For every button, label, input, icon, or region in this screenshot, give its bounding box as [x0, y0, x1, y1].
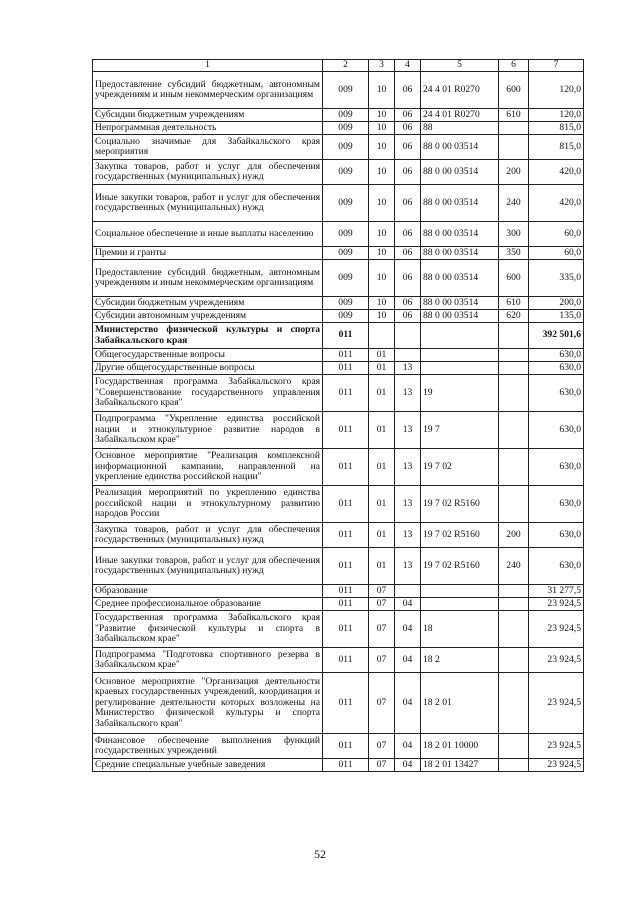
- item-name-cell: Закупка товаров, работ и услуг для обеспечения государственных (муниципальных) нужд: [93, 160, 323, 185]
- item-name-cell: Непрограммная деятельность: [93, 122, 323, 135]
- table-row: [93, 486, 584, 523]
- section-code-cell: 07: [369, 598, 395, 611]
- item-name-cell: Субсидии бюджетным учреждениям: [93, 297, 323, 310]
- item-name-cell: Государственная программа Забайкальского края "Развитие физической культуры и спорта в Забайкальском крае": [93, 611, 323, 648]
- amount-cell: 630,0: [529, 486, 584, 523]
- subsection-code-cell: 06: [395, 260, 421, 297]
- subsection-code-cell: 13: [395, 523, 421, 548]
- item-name-cell: Министерство физической культуры и спорта Забайкальского края: [93, 323, 323, 349]
- item-name-cell: Образование: [93, 585, 323, 598]
- section-code-cell: [369, 323, 395, 349]
- ministry-code-cell: 011: [323, 523, 369, 548]
- table-row: [93, 523, 584, 548]
- amount-cell: 630,0: [529, 548, 584, 585]
- ministry-code-cell: 009: [323, 135, 369, 160]
- item-name-cell: Премии и гранты: [93, 247, 323, 260]
- amount-cell: 200,0: [529, 297, 584, 310]
- subsection-code-cell: 06: [395, 297, 421, 310]
- amount-cell: 135,0: [529, 310, 584, 323]
- expense-type-cell: [499, 611, 529, 648]
- expense-type-cell: 240: [499, 185, 529, 222]
- subsection-code-cell: 13: [395, 486, 421, 523]
- amount-cell: 630,0: [529, 375, 584, 412]
- amount-cell: 815,0: [529, 122, 584, 135]
- subsection-code-cell: 04: [395, 673, 421, 734]
- section-code-cell: 10: [369, 135, 395, 160]
- target-article-cell: 18 2 01 13427: [421, 759, 499, 772]
- target-article-cell: 88 0 00 03514: [421, 135, 499, 160]
- budget-table: [92, 59, 584, 772]
- item-name-cell: Другие общегосударственные вопросы: [93, 362, 323, 375]
- table-row: [93, 412, 584, 449]
- ministry-code-cell: 009: [323, 222, 369, 247]
- ministry-code-cell: 011: [323, 734, 369, 759]
- column-header: 1: [93, 60, 323, 72]
- table-row: [93, 323, 584, 349]
- section-code-cell: 07: [369, 759, 395, 772]
- amount-cell: 31 277,5: [529, 585, 584, 598]
- ministry-code-cell: 009: [323, 109, 369, 122]
- item-name-cell: Предоставление субсидий бюджетным, автономным учреждениям и иным некоммерческим организациям: [93, 260, 323, 297]
- item-name-cell: Реализация мероприятий по укреплению единства российской нации и этнокультурному развитию народов России: [93, 486, 323, 523]
- table-row: [93, 598, 584, 611]
- ministry-code-cell: 009: [323, 247, 369, 260]
- amount-cell: 120,0: [529, 109, 584, 122]
- table-body: [93, 72, 584, 772]
- table-row: [93, 135, 584, 160]
- expense-type-cell: 610: [499, 297, 529, 310]
- section-code-cell: 10: [369, 222, 395, 247]
- table-row: [93, 160, 584, 185]
- expense-type-cell: 600: [499, 72, 529, 109]
- section-code-cell: 10: [369, 260, 395, 297]
- ministry-code-cell: 011: [323, 759, 369, 772]
- amount-cell: 23 924,5: [529, 611, 584, 648]
- expense-type-cell: 200: [499, 523, 529, 548]
- section-code-cell: 07: [369, 673, 395, 734]
- item-name-cell: Основное мероприятие "Реализация комплексной информационной кампании, направленной на укрепление единства российской нации": [93, 449, 323, 486]
- column-header: 2: [323, 60, 369, 72]
- section-code-cell: 01: [369, 548, 395, 585]
- section-code-cell: 10: [369, 297, 395, 310]
- section-code-cell: 07: [369, 734, 395, 759]
- subsection-code-cell: 06: [395, 72, 421, 109]
- table-row: [93, 449, 584, 486]
- amount-cell: 23 924,5: [529, 734, 584, 759]
- target-article-cell: 88 0 00 03514: [421, 247, 499, 260]
- expense-type-cell: [499, 122, 529, 135]
- amount-cell: 630,0: [529, 349, 584, 362]
- table-row: [93, 72, 584, 109]
- section-code-cell: 01: [369, 486, 395, 523]
- section-code-cell: 10: [369, 185, 395, 222]
- target-article-cell: 18 2 01: [421, 673, 499, 734]
- target-article-cell: [421, 349, 499, 362]
- expense-type-cell: 620: [499, 310, 529, 323]
- item-name-cell: Закупка товаров, работ и услуг для обеспечения государственных (муниципальных) нужд: [93, 523, 323, 548]
- amount-cell: 23 924,5: [529, 759, 584, 772]
- table-row: [93, 297, 584, 310]
- section-code-cell: 10: [369, 310, 395, 323]
- item-name-cell: Среднее профессиональное образование: [93, 598, 323, 611]
- expense-type-cell: [499, 135, 529, 160]
- target-article-cell: 24 4 01 R0270: [421, 109, 499, 122]
- subsection-code-cell: 04: [395, 648, 421, 673]
- subsection-code-cell: 06: [395, 185, 421, 222]
- section-code-cell: 01: [369, 375, 395, 412]
- subsection-code-cell: 06: [395, 122, 421, 135]
- target-article-cell: [421, 585, 499, 598]
- table-row: [93, 349, 584, 362]
- target-article-cell: 88 0 00 03514: [421, 160, 499, 185]
- item-name-cell: Подпрограмма "Укрепление единства российской нации и этнокультурное развитие народов в Забайкальском крае": [93, 412, 323, 449]
- ministry-code-cell: 011: [323, 349, 369, 362]
- amount-cell: 60,0: [529, 222, 584, 247]
- target-article-cell: 88: [421, 122, 499, 135]
- target-article-cell: 88 0 00 03514: [421, 222, 499, 247]
- section-code-cell: 10: [369, 72, 395, 109]
- table-row: [93, 247, 584, 260]
- item-name-cell: Иные закупки товаров, работ и услуг для обеспечения государственных (муниципальных) нужд: [93, 185, 323, 222]
- amount-cell: 630,0: [529, 523, 584, 548]
- expense-type-cell: 300: [499, 222, 529, 247]
- ministry-code-cell: 011: [323, 611, 369, 648]
- table-row: [93, 585, 584, 598]
- ministry-code-cell: 011: [323, 375, 369, 412]
- amount-cell: 23 924,5: [529, 673, 584, 734]
- amount-cell: 420,0: [529, 185, 584, 222]
- item-name-cell: Субсидии бюджетным учреждениям: [93, 109, 323, 122]
- expense-type-cell: [499, 349, 529, 362]
- subsection-code-cell: 06: [395, 160, 421, 185]
- table-row: [93, 109, 584, 122]
- amount-cell: 23 924,5: [529, 598, 584, 611]
- subsection-code-cell: 06: [395, 310, 421, 323]
- page-number: 52: [314, 847, 326, 861]
- item-name-cell: Социальное обеспечение и иные выплаты населению: [93, 222, 323, 247]
- expense-type-cell: [499, 759, 529, 772]
- expense-type-cell: [499, 323, 529, 349]
- section-code-cell: 01: [369, 412, 395, 449]
- column-header: 4: [395, 60, 421, 72]
- ministry-code-cell: 011: [323, 449, 369, 486]
- column-header: 5: [421, 60, 499, 72]
- ministry-code-cell: 011: [323, 673, 369, 734]
- subsection-code-cell: 13: [395, 449, 421, 486]
- section-code-cell: 07: [369, 585, 395, 598]
- target-article-cell: [421, 362, 499, 375]
- amount-cell: 120,0: [529, 72, 584, 109]
- expense-type-cell: [499, 486, 529, 523]
- ministry-code-cell: 011: [323, 412, 369, 449]
- item-name-cell: Подпрограмма "Подготовка спортивного резерва в Забайкальском крае": [93, 648, 323, 673]
- table-row: [93, 375, 584, 412]
- subsection-code-cell: 06: [395, 247, 421, 260]
- amount-cell: 630,0: [529, 449, 584, 486]
- table-row: [93, 122, 584, 135]
- table-row: [93, 648, 584, 673]
- subsection-code-cell: 04: [395, 611, 421, 648]
- target-article-cell: 19 7 02: [421, 449, 499, 486]
- expense-type-cell: [499, 449, 529, 486]
- expense-type-cell: 200: [499, 160, 529, 185]
- subsection-code-cell: 04: [395, 734, 421, 759]
- subsection-code-cell: [395, 585, 421, 598]
- amount-cell: 630,0: [529, 362, 584, 375]
- ministry-code-cell: 011: [323, 362, 369, 375]
- target-article-cell: 18 2 01 10000: [421, 734, 499, 759]
- subsection-code-cell: [395, 349, 421, 362]
- amount-cell: 392 501,6: [529, 323, 584, 349]
- expense-type-cell: [499, 734, 529, 759]
- table-row: [93, 310, 584, 323]
- expense-type-cell: [499, 648, 529, 673]
- column-header: 6: [499, 60, 529, 72]
- ministry-code-cell: 011: [323, 648, 369, 673]
- expense-type-cell: [499, 673, 529, 734]
- ministry-code-cell: 011: [323, 585, 369, 598]
- target-article-cell: 88 0 00 03514: [421, 260, 499, 297]
- subsection-code-cell: 13: [395, 412, 421, 449]
- subsection-code-cell: [395, 323, 421, 349]
- section-code-cell: 10: [369, 160, 395, 185]
- target-article-cell: [421, 323, 499, 349]
- expense-type-cell: 600: [499, 260, 529, 297]
- subsection-code-cell: 13: [395, 375, 421, 412]
- section-code-cell: 10: [369, 122, 395, 135]
- item-name-cell: Иные закупки товаров, работ и услуг для обеспечения государственных (муниципальных) нужд: [93, 548, 323, 585]
- expense-type-cell: [499, 585, 529, 598]
- table-row: [93, 362, 584, 375]
- target-article-cell: 19: [421, 375, 499, 412]
- target-article-cell: [421, 598, 499, 611]
- expense-type-cell: [499, 362, 529, 375]
- amount-cell: 335,0: [529, 260, 584, 297]
- column-header: 7: [529, 60, 584, 72]
- item-name-cell: Социально значимые для Забайкальского края мероприятия: [93, 135, 323, 160]
- subsection-code-cell: 13: [395, 362, 421, 375]
- amount-cell: 815,0: [529, 135, 584, 160]
- table-header-row: [93, 60, 584, 72]
- section-code-cell: 01: [369, 362, 395, 375]
- amount-cell: 60,0: [529, 247, 584, 260]
- amount-cell: 420,0: [529, 160, 584, 185]
- item-name-cell: Субсидии автономным учреждениям: [93, 310, 323, 323]
- amount-cell: 23 924,5: [529, 648, 584, 673]
- item-name-cell: Финансовое обеспечение выполнения функций государственных учреждений: [93, 734, 323, 759]
- subsection-code-cell: 06: [395, 135, 421, 160]
- ministry-code-cell: 011: [323, 548, 369, 585]
- target-article-cell: 88 0 00 03514: [421, 310, 499, 323]
- table-row: [93, 673, 584, 734]
- expense-type-cell: 350: [499, 247, 529, 260]
- table-row: [93, 185, 584, 222]
- ministry-code-cell: 011: [323, 486, 369, 523]
- target-article-cell: 24 4 01 R0270: [421, 72, 499, 109]
- column-header: 3: [369, 60, 395, 72]
- section-code-cell: 07: [369, 648, 395, 673]
- table-row: [93, 611, 584, 648]
- subsection-code-cell: 06: [395, 109, 421, 122]
- section-code-cell: 07: [369, 611, 395, 648]
- amount-cell: 630,0: [529, 412, 584, 449]
- target-article-cell: 18: [421, 611, 499, 648]
- ministry-code-cell: 011: [323, 598, 369, 611]
- table-row: [93, 260, 584, 297]
- table-row: [93, 548, 584, 585]
- subsection-code-cell: 04: [395, 759, 421, 772]
- target-article-cell: 88 0 00 03514: [421, 297, 499, 310]
- target-article-cell: 19 7 02 R5160: [421, 523, 499, 548]
- subsection-code-cell: 13: [395, 548, 421, 585]
- item-name-cell: Основное мероприятие "Организация деятельности краевых государственных учреждений, координация и регулирование деятельности которых возложены на Министерство физической культуры и спорта Забайкальского края": [93, 673, 323, 734]
- section-code-cell: 01: [369, 449, 395, 486]
- expense-type-cell: [499, 412, 529, 449]
- section-code-cell: 01: [369, 523, 395, 548]
- table-row: [93, 734, 584, 759]
- subsection-code-cell: 04: [395, 598, 421, 611]
- item-name-cell: Государственная программа Забайкальского края "Совершенствование государственного управления Забайкальского края": [93, 375, 323, 412]
- target-article-cell: 19 7 02 R5160: [421, 486, 499, 523]
- subsection-code-cell: 06: [395, 222, 421, 247]
- target-article-cell: 19 7 02 R5160: [421, 548, 499, 585]
- ministry-code-cell: 009: [323, 310, 369, 323]
- ministry-code-cell: 009: [323, 122, 369, 135]
- expense-type-cell: [499, 598, 529, 611]
- ministry-code-cell: 009: [323, 160, 369, 185]
- expense-type-cell: 610: [499, 109, 529, 122]
- item-name-cell: Средние специальные учебные заведения: [93, 759, 323, 772]
- target-article-cell: 19 7: [421, 412, 499, 449]
- item-name-cell: Предоставление субсидий бюджетным, автономным учреждениям и иным некоммерческим организациям: [93, 72, 323, 109]
- table-row: [93, 222, 584, 247]
- ministry-code-cell: 009: [323, 297, 369, 310]
- table-row: [93, 759, 584, 772]
- section-code-cell: 01: [369, 349, 395, 362]
- ministry-code-cell: 009: [323, 185, 369, 222]
- ministry-code-cell: 011: [323, 323, 369, 349]
- target-article-cell: 18 2: [421, 648, 499, 673]
- expense-type-cell: [499, 375, 529, 412]
- section-code-cell: 10: [369, 247, 395, 260]
- section-code-cell: 10: [369, 109, 395, 122]
- expense-type-cell: 240: [499, 548, 529, 585]
- ministry-code-cell: 009: [323, 72, 369, 109]
- item-name-cell: Общегосударственные вопросы: [93, 349, 323, 362]
- target-article-cell: 88 0 00 03514: [421, 185, 499, 222]
- ministry-code-cell: 009: [323, 260, 369, 297]
